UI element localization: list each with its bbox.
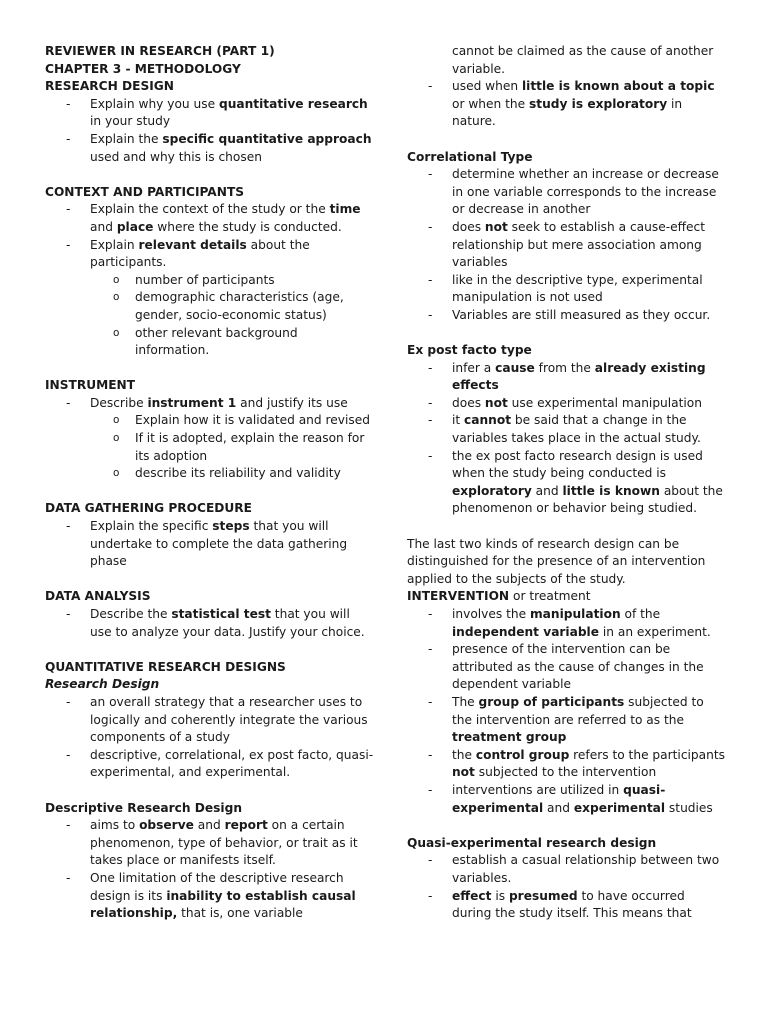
- text-run: it: [452, 413, 465, 428]
- instrument-sublist: [45, 412, 375, 482]
- section-heading-quasi-experimental: Quasi-experimental research design: [407, 835, 657, 850]
- bold-text: cause: [495, 360, 535, 375]
- bold-text: not: [484, 219, 508, 234]
- section-heading-data-analysis: DATA ANALYSIS: [45, 589, 151, 604]
- text-run: and: [531, 483, 563, 498]
- bold-text: independent variable: [452, 624, 599, 639]
- sub-list-item: o If it is adopted, explain the reason for its adoption: [45, 430, 375, 465]
- list-item: [407, 395, 727, 413]
- correlational-list: [407, 166, 727, 324]
- section-heading-instrument: INSTRUMENT: [45, 378, 136, 393]
- text-run: Variables are still measured as they occur.: [452, 307, 711, 322]
- section-heading-context: CONTEXT AND PARTICIPANTS: [45, 184, 245, 199]
- ex-post-facto-list: [407, 360, 727, 518]
- left-column: [45, 43, 375, 923]
- bold-text: steps: [212, 519, 250, 534]
- list-item: [407, 448, 727, 518]
- text-run: about the participants.: [90, 237, 310, 270]
- text-run: of the: [620, 607, 661, 621]
- research-design-list: [45, 96, 375, 166]
- list-item: [407, 43, 727, 78]
- list-item: [407, 606, 727, 641]
- section-heading-quantitative-designs: QUANTITATIVE RESEARCH DESIGNS: [45, 659, 286, 674]
- bold-text: inability to establish causal relationship,: [90, 888, 356, 921]
- section-heading-intervention: [407, 588, 727, 606]
- text-run: and: [543, 800, 574, 815]
- text-run: is: [491, 888, 509, 903]
- list-item: [407, 782, 727, 817]
- text-run: on a certain phenomenon, type of behavior, or trait as it takes place or manifests itself.: [90, 818, 358, 868]
- list-item: [45, 817, 375, 870]
- text-run: used when: [452, 79, 522, 94]
- list-item: [45, 747, 375, 782]
- list-item: [407, 888, 727, 923]
- subheading-research-design: Research Design: [45, 677, 160, 692]
- intervention-intro-paragraph: The last two kinds of research design can be distinguished for the presence of an intervention applied to the subjects of the study.: [407, 536, 706, 586]
- section-heading-ex-post-facto: Ex post facto type: [407, 343, 532, 358]
- descriptive-list-continued: [407, 78, 727, 131]
- text-run: Explain the: [90, 131, 163, 146]
- quasi-experimental-list: [407, 852, 727, 922]
- bold-text: not: [452, 765, 475, 780]
- data-gathering-list: [45, 518, 375, 571]
- bold-text: little is known: [562, 483, 660, 498]
- text-run: The: [452, 694, 479, 709]
- list-item: [45, 201, 375, 236]
- text-run: Explain why you use: [90, 96, 219, 111]
- bold-text: cannot: [464, 413, 512, 428]
- intervention-heading-rest: or treatment: [509, 589, 591, 604]
- text-run: where the study is conducted.: [153, 219, 342, 234]
- bold-text: instrument 1: [147, 395, 237, 410]
- text-run: and justify its use: [236, 395, 348, 410]
- text-run: establish a casual relationship between two variables.: [452, 853, 720, 885]
- document-header: [45, 43, 375, 96]
- list-item: [45, 518, 375, 571]
- text-run: Explain the specific: [90, 519, 213, 534]
- bold-text: control group: [475, 747, 570, 762]
- list-item: [45, 870, 375, 923]
- text-run: and: [90, 219, 117, 234]
- text-run: that you will undertake to complete the data gathering phase: [90, 519, 348, 569]
- list-item: [45, 606, 375, 641]
- text-run: in an experiment.: [599, 624, 711, 639]
- text-run: descriptive, correlational, ex post facto, quasi-experimental, and experimental.: [90, 747, 374, 780]
- bold-text: relevant details: [138, 237, 247, 252]
- bold-text: observe: [139, 818, 194, 833]
- quantitative-list: [45, 694, 375, 782]
- bold-text: study is exploratory: [529, 96, 668, 111]
- sub-list-item: o number of participants: [45, 272, 375, 290]
- text-run: in nature.: [452, 96, 683, 129]
- text-run: studies: [665, 800, 713, 815]
- text-run: about the phenomenon or behavior being studied.: [452, 483, 723, 516]
- bold-text: place: [116, 219, 154, 234]
- section-heading-descriptive: Descriptive Research Design: [45, 800, 242, 815]
- text-run: like in the descriptive type, experimental manipulation is not used: [452, 272, 703, 305]
- text-run: Explain the context of the study or the: [90, 202, 330, 217]
- text-run: in your study: [90, 114, 171, 129]
- text-run: does: [452, 395, 485, 410]
- text-run: subjected to the intervention are referred to as the: [452, 694, 704, 727]
- text-run: determine whether an increase or decrease in one variable corresponds to the increase or decrease in another: [452, 167, 719, 217]
- bold-text: effect: [452, 888, 492, 903]
- text-run: the ex post facto research design is used when the study being conducted is: [452, 448, 703, 481]
- text-run: that you will use to analyze your data. Justify your choice.: [90, 607, 365, 639]
- text-run: or when the: [452, 96, 530, 111]
- bold-text: quasi-experimental: [452, 782, 666, 815]
- bold-text: quantitative research: [218, 96, 368, 111]
- section-heading-correlational: Correlational Type: [407, 149, 533, 164]
- text-run: cannot be claimed as the cause of another variable.: [452, 44, 714, 76]
- list-item: [407, 694, 727, 747]
- text-run: aims to: [90, 818, 140, 833]
- bold-text: already existing effects: [452, 360, 706, 393]
- text-run: used and why this is chosen: [90, 149, 262, 164]
- text-run: Explain: [90, 237, 139, 252]
- text-run: does: [452, 219, 485, 234]
- list-item: [45, 131, 375, 166]
- sub-list-item: o other relevant background information.: [45, 325, 375, 360]
- list-item: [45, 96, 375, 131]
- instrument-list: [45, 395, 375, 413]
- bold-text: statistical test: [171, 607, 271, 621]
- right-column: [407, 43, 727, 923]
- text-run: be said that a change in the variables takes place in the actual study.: [452, 413, 701, 446]
- list-item: [407, 307, 727, 325]
- text-run: use experimental manipulation: [507, 395, 702, 410]
- sub-list-item: o describe its reliability and validity: [45, 465, 375, 483]
- chapter-title: CHAPTER 3 - METHODOLOGY: [45, 61, 241, 76]
- list-item: [45, 395, 375, 413]
- bold-text: experimental: [573, 800, 666, 815]
- text-run: presence of the intervention can be attributed as the cause of changes in the dependent variable: [452, 642, 704, 692]
- list-item: [407, 641, 727, 694]
- list-item: [407, 852, 727, 887]
- text-run: interventions are utilized in: [452, 782, 624, 797]
- bold-text: treatment group: [452, 730, 567, 745]
- intervention-list: [407, 606, 727, 817]
- descriptive-list: [45, 817, 375, 923]
- text-run: subjected to the intervention: [474, 765, 657, 780]
- text-run: One limitation of the descriptive research design is its: [90, 870, 344, 903]
- bold-text: manipulation: [529, 607, 621, 621]
- list-item: [407, 78, 727, 131]
- text-run: the: [452, 747, 476, 762]
- list-item: [407, 219, 727, 272]
- bold-text: exploratory: [452, 483, 532, 498]
- bold-text: report: [224, 818, 268, 833]
- section-heading-data-gathering: DATA GATHERING PROCEDURE: [45, 501, 253, 516]
- sub-list-item: o Explain how it is validated and revised: [45, 412, 375, 430]
- context-list: [45, 201, 375, 271]
- list-item: [407, 747, 727, 782]
- list-item: [45, 237, 375, 272]
- text-run: from the: [534, 360, 595, 375]
- text-run: involves the: [452, 607, 530, 621]
- text-run: refers to the participants: [569, 747, 725, 762]
- list-item: [45, 694, 375, 747]
- list-item: [407, 166, 727, 219]
- intervention-heading-bold: INTERVENTION: [407, 589, 510, 604]
- document-title: REVIEWER IN RESEARCH (PART 1): [45, 44, 275, 58]
- bold-text: group of participants: [478, 694, 625, 709]
- text-run: to have occurred during the study itself. This means that: [452, 888, 692, 921]
- text-run: seek to establish a cause-effect relationship but mere association among variables: [452, 219, 705, 270]
- bold-text: presumed: [508, 888, 578, 903]
- text-run: and: [193, 818, 225, 833]
- bold-text: little is known about a topic: [521, 79, 715, 94]
- context-sublist: [45, 272, 375, 360]
- text-run: Describe: [90, 395, 148, 410]
- text-run: infer a: [452, 360, 496, 375]
- text-run: that is, one variable: [177, 906, 303, 921]
- bold-text: specific quantitative approach: [162, 131, 372, 146]
- text-run: an overall strategy that a researcher uses to logically and coherently integrate the various components of a study: [90, 694, 368, 745]
- descriptive-continued-text: [407, 43, 727, 78]
- text-run: Describe the: [90, 607, 172, 621]
- bold-text: time: [329, 202, 361, 217]
- list-item: [407, 412, 727, 447]
- data-analysis-list: [45, 606, 375, 641]
- section-heading-research-design: RESEARCH DESIGN: [45, 79, 174, 94]
- list-item: [407, 360, 727, 395]
- bold-text: not: [484, 395, 508, 410]
- sub-list-item: o demographic characteristics (age, gender, socio-economic status): [45, 289, 375, 324]
- list-item: [407, 272, 727, 307]
